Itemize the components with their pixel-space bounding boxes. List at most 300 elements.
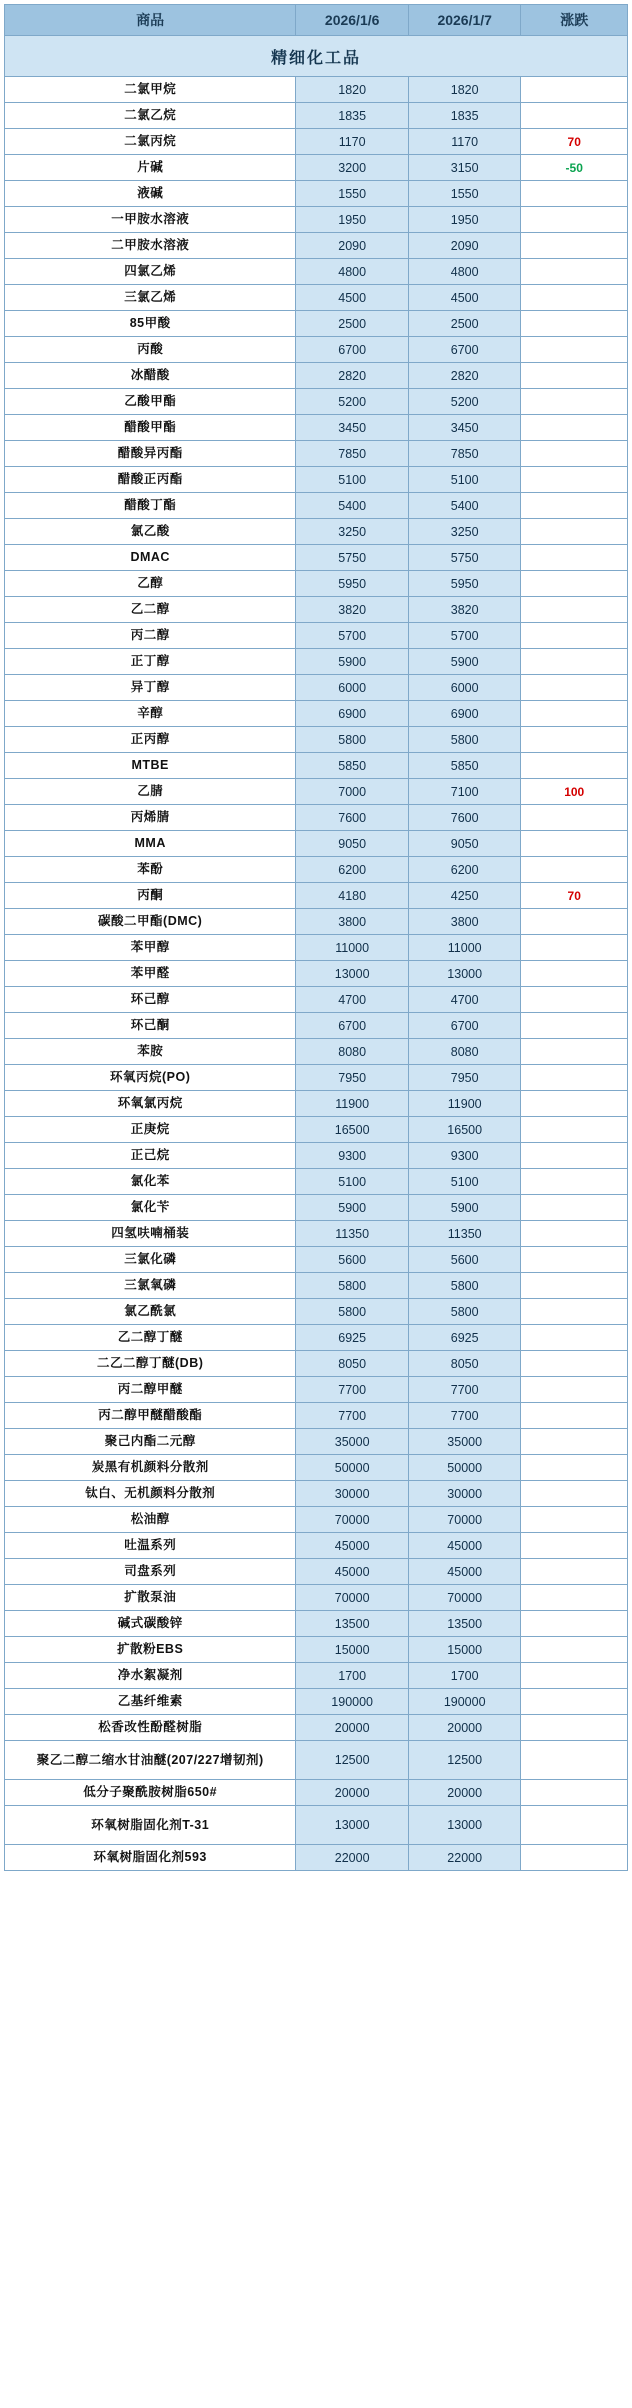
product-name-cell: 二氯乙烷: [5, 103, 296, 129]
change-cell: [521, 1689, 628, 1715]
table-row: [5, 1845, 628, 1871]
product-name-cell: 乙基纤维素: [5, 1689, 296, 1715]
table-row: [5, 415, 628, 441]
price-cell-date-1: 2090: [296, 233, 409, 259]
price-cell-date-1: 45000: [296, 1533, 409, 1559]
product-name-cell: 苯甲醛: [5, 961, 296, 987]
change-cell: [521, 77, 628, 103]
product-name-cell: 辛醇: [5, 701, 296, 727]
price-cell-date-2: 1835: [408, 103, 521, 129]
product-name-cell: 丙酸: [5, 337, 296, 363]
product-name-cell: 环己醇: [5, 987, 296, 1013]
price-cell-date-1: 6700: [296, 337, 409, 363]
price-cell-date-2: 5800: [408, 1299, 521, 1325]
product-name-cell: 85甲酸: [5, 311, 296, 337]
price-cell-date-1: 13000: [296, 1806, 409, 1845]
product-name-cell: 氯乙酸: [5, 519, 296, 545]
product-name-cell: 碳酸二甲酯(DMC): [5, 909, 296, 935]
table-row: [5, 1351, 628, 1377]
change-cell: [521, 1845, 628, 1871]
change-cell: [521, 259, 628, 285]
product-name-cell: 苯酚: [5, 857, 296, 883]
table-row: [5, 675, 628, 701]
price-cell-date-1: 70000: [296, 1585, 409, 1611]
price-cell-date-1: 7700: [296, 1403, 409, 1429]
table-row: [5, 649, 628, 675]
product-name-cell: 二氯甲烷: [5, 77, 296, 103]
product-name-cell: 吐温系列: [5, 1533, 296, 1559]
price-cell-date-2: 13000: [408, 961, 521, 987]
product-name-cell: 苯甲醇: [5, 935, 296, 961]
product-name-cell: 乙二醇: [5, 597, 296, 623]
table-row: [5, 1143, 628, 1169]
table-row: [5, 441, 628, 467]
table-row: [5, 311, 628, 337]
price-cell-date-2: 16500: [408, 1117, 521, 1143]
price-cell-date-1: 15000: [296, 1637, 409, 1663]
price-cell-date-2: 3800: [408, 909, 521, 935]
table-row: [5, 597, 628, 623]
product-name-cell: MMA: [5, 831, 296, 857]
table-row: [5, 1715, 628, 1741]
price-cell-date-2: 5200: [408, 389, 521, 415]
price-cell-date-1: 5100: [296, 1169, 409, 1195]
table-row: [5, 1533, 628, 1559]
product-name-cell: 正己烷: [5, 1143, 296, 1169]
product-name-cell: 丙二醇甲醚: [5, 1377, 296, 1403]
change-cell: 70: [521, 883, 628, 909]
price-cell-date-2: 50000: [408, 1455, 521, 1481]
price-cell-date-1: 45000: [296, 1559, 409, 1585]
change-cell: [521, 1299, 628, 1325]
price-cell-date-1: 2820: [296, 363, 409, 389]
price-cell-date-1: 7950: [296, 1065, 409, 1091]
change-cell: [521, 363, 628, 389]
product-name-cell: 环氧树脂固化剂T-31: [5, 1806, 296, 1845]
price-cell-date-1: 20000: [296, 1715, 409, 1741]
change-cell: [521, 493, 628, 519]
price-cell-date-2: 1950: [408, 207, 521, 233]
table-row: [5, 1273, 628, 1299]
change-cell: [521, 1195, 628, 1221]
price-cell-date-1: 5700: [296, 623, 409, 649]
price-cell-date-2: 7950: [408, 1065, 521, 1091]
price-cell-date-2: 4800: [408, 259, 521, 285]
header-date-1: 2026/1/6: [296, 5, 409, 36]
section-header-row: [5, 36, 628, 77]
price-cell-date-2: 3150: [408, 155, 521, 181]
product-name-cell: 正丙醇: [5, 727, 296, 753]
price-cell-date-1: 20000: [296, 1780, 409, 1806]
change-cell: [521, 831, 628, 857]
table-row: [5, 831, 628, 857]
price-cell-date-2: 30000: [408, 1481, 521, 1507]
table-row: [5, 987, 628, 1013]
change-cell: [521, 1221, 628, 1247]
price-cell-date-2: 2500: [408, 311, 521, 337]
price-cell-date-2: 5900: [408, 1195, 521, 1221]
price-cell-date-2: 6000: [408, 675, 521, 701]
table-row: [5, 1663, 628, 1689]
price-cell-date-2: 13500: [408, 1611, 521, 1637]
price-cell-date-2: 13000: [408, 1806, 521, 1845]
change-cell: [521, 1403, 628, 1429]
change-cell: 100: [521, 779, 628, 805]
change-cell: [521, 233, 628, 259]
product-name-cell: 苯胺: [5, 1039, 296, 1065]
product-name-cell: 低分子聚酰胺树脂650#: [5, 1780, 296, 1806]
table-row: [5, 701, 628, 727]
change-cell: [521, 545, 628, 571]
table-row: [5, 1689, 628, 1715]
product-name-cell: 四氯乙烯: [5, 259, 296, 285]
change-cell: [521, 1481, 628, 1507]
change-cell: [521, 1117, 628, 1143]
price-cell-date-2: 7850: [408, 441, 521, 467]
change-cell: [521, 1559, 628, 1585]
price-cell-date-1: 22000: [296, 1845, 409, 1871]
price-cell-date-1: 5200: [296, 389, 409, 415]
price-cell-date-1: 5950: [296, 571, 409, 597]
product-name-cell: 醋酸正丙酯: [5, 467, 296, 493]
change-cell: [521, 1247, 628, 1273]
price-cell-date-2: 6700: [408, 337, 521, 363]
price-cell-date-1: 6900: [296, 701, 409, 727]
price-cell-date-2: 5800: [408, 727, 521, 753]
product-name-cell: 扩散泵油: [5, 1585, 296, 1611]
change-cell: [521, 1065, 628, 1091]
change-cell: [521, 1741, 628, 1780]
change-cell: [521, 1780, 628, 1806]
price-cell-date-1: 8050: [296, 1351, 409, 1377]
price-cell-date-2: 6700: [408, 1013, 521, 1039]
table-row: [5, 337, 628, 363]
price-cell-date-1: 5750: [296, 545, 409, 571]
change-cell: [521, 1039, 628, 1065]
product-name-cell: DMAC: [5, 545, 296, 571]
change-cell: [521, 1637, 628, 1663]
change-cell: [521, 207, 628, 233]
table-row: [5, 207, 628, 233]
change-cell: [521, 961, 628, 987]
table-row: [5, 1299, 628, 1325]
change-cell: [521, 1013, 628, 1039]
table-row: [5, 805, 628, 831]
price-cell-date-1: 4500: [296, 285, 409, 311]
price-cell-date-2: 5800: [408, 1273, 521, 1299]
price-cell-date-2: 3820: [408, 597, 521, 623]
price-cell-date-1: 5100: [296, 467, 409, 493]
header-change: 涨跌: [521, 5, 628, 36]
product-name-cell: 醋酸甲酯: [5, 415, 296, 441]
table-row: [5, 883, 628, 909]
price-cell-date-2: 6900: [408, 701, 521, 727]
price-cell-date-1: 3200: [296, 155, 409, 181]
table-row: [5, 233, 628, 259]
price-cell-date-1: 9050: [296, 831, 409, 857]
table-row: [5, 155, 628, 181]
product-name-cell: 丙烯腈: [5, 805, 296, 831]
product-name-cell: 炭黑有机颜料分散剂: [5, 1455, 296, 1481]
table-row: [5, 129, 628, 155]
product-name-cell: 乙二醇丁醚: [5, 1325, 296, 1351]
table-row: [5, 285, 628, 311]
table-row: [5, 1585, 628, 1611]
product-name-cell: 氯乙酰氯: [5, 1299, 296, 1325]
product-name-cell: 聚己内酯二元醇: [5, 1429, 296, 1455]
table-row: [5, 363, 628, 389]
product-name-cell: 扩散粉EBS: [5, 1637, 296, 1663]
change-cell: [521, 1585, 628, 1611]
table-row: [5, 571, 628, 597]
product-name-cell: 三氯化磷: [5, 1247, 296, 1273]
change-cell: [521, 467, 628, 493]
table-row: [5, 1429, 628, 1455]
price-cell-date-1: 3450: [296, 415, 409, 441]
change-cell: [521, 1377, 628, 1403]
price-cell-date-2: 5900: [408, 649, 521, 675]
change-cell: [521, 103, 628, 129]
change-cell: [521, 1273, 628, 1299]
price-cell-date-1: 50000: [296, 1455, 409, 1481]
price-cell-date-2: 3250: [408, 519, 521, 545]
price-cell-date-2: 7600: [408, 805, 521, 831]
price-cell-date-1: 7700: [296, 1377, 409, 1403]
price-cell-date-1: 11350: [296, 1221, 409, 1247]
price-cell-date-1: 3820: [296, 597, 409, 623]
change-cell: [521, 1143, 628, 1169]
price-cell-date-2: 45000: [408, 1559, 521, 1585]
table-row: [5, 1195, 628, 1221]
product-name-cell: 二乙二醇丁醚(DB): [5, 1351, 296, 1377]
price-cell-date-1: 6000: [296, 675, 409, 701]
change-cell: [521, 311, 628, 337]
table-row: [5, 779, 628, 805]
product-name-cell: 液碱: [5, 181, 296, 207]
price-cell-date-2: 5100: [408, 1169, 521, 1195]
price-cell-date-1: 13500: [296, 1611, 409, 1637]
product-name-cell: 碱式碳酸锌: [5, 1611, 296, 1637]
product-name-cell: 氯化苯: [5, 1169, 296, 1195]
table-row: [5, 545, 628, 571]
price-cell-date-1: 1550: [296, 181, 409, 207]
product-name-cell: 松油醇: [5, 1507, 296, 1533]
change-cell: [521, 909, 628, 935]
table-row: [5, 493, 628, 519]
table-row: [5, 1741, 628, 1780]
price-cell-date-2: 1550: [408, 181, 521, 207]
price-cell-date-2: 20000: [408, 1715, 521, 1741]
price-cell-date-1: 6925: [296, 1325, 409, 1351]
product-name-cell: 乙醇: [5, 571, 296, 597]
price-cell-date-1: 7600: [296, 805, 409, 831]
product-name-cell: 三氯氧磷: [5, 1273, 296, 1299]
header-date-2: 2026/1/7: [408, 5, 521, 36]
price-cell-date-2: 7700: [408, 1403, 521, 1429]
table-row: [5, 1117, 628, 1143]
price-cell-date-2: 190000: [408, 1689, 521, 1715]
price-cell-date-2: 5700: [408, 623, 521, 649]
price-cell-date-2: 7700: [408, 1377, 521, 1403]
table-row: [5, 1806, 628, 1845]
price-cell-date-1: 190000: [296, 1689, 409, 1715]
product-name-cell: 丙二醇甲醚醋酸酯: [5, 1403, 296, 1429]
change-cell: [521, 935, 628, 961]
change-cell: [521, 857, 628, 883]
price-cell-date-2: 6200: [408, 857, 521, 883]
table-row: [5, 1247, 628, 1273]
price-cell-date-2: 22000: [408, 1845, 521, 1871]
product-name-cell: 氯化苄: [5, 1195, 296, 1221]
change-cell: [521, 1663, 628, 1689]
price-cell-date-1: 3800: [296, 909, 409, 935]
price-cell-date-2: 9050: [408, 831, 521, 857]
change-cell: 70: [521, 129, 628, 155]
price-cell-date-2: 5400: [408, 493, 521, 519]
table-body: [5, 36, 628, 1871]
price-cell-date-2: 7100: [408, 779, 521, 805]
price-cell-date-1: 12500: [296, 1741, 409, 1780]
product-name-cell: 环氧氯丙烷: [5, 1091, 296, 1117]
price-cell-date-1: 4700: [296, 987, 409, 1013]
price-cell-date-1: 9300: [296, 1143, 409, 1169]
price-cell-date-1: 4180: [296, 883, 409, 909]
table-row: [5, 1091, 628, 1117]
product-name-cell: MTBE: [5, 753, 296, 779]
table-row: [5, 103, 628, 129]
change-cell: [521, 727, 628, 753]
price-cell-date-2: 70000: [408, 1585, 521, 1611]
change-cell: -50: [521, 155, 628, 181]
price-cell-date-2: 8080: [408, 1039, 521, 1065]
change-cell: [521, 337, 628, 363]
price-cell-date-2: 5950: [408, 571, 521, 597]
table-row: [5, 909, 628, 935]
product-name-cell: 钛白、无机颜料分散剂: [5, 1481, 296, 1507]
price-cell-date-1: 8080: [296, 1039, 409, 1065]
change-cell: [521, 285, 628, 311]
price-cell-date-1: 11000: [296, 935, 409, 961]
change-cell: [521, 571, 628, 597]
price-cell-date-2: 1700: [408, 1663, 521, 1689]
price-cell-date-1: 5800: [296, 1299, 409, 1325]
change-cell: [521, 623, 628, 649]
table-row: [5, 1325, 628, 1351]
price-cell-date-1: 1700: [296, 1663, 409, 1689]
price-cell-date-1: 2500: [296, 311, 409, 337]
price-cell-date-2: 1170: [408, 129, 521, 155]
change-cell: [521, 415, 628, 441]
table-row: [5, 1455, 628, 1481]
price-cell-date-1: 1170: [296, 129, 409, 155]
product-name-cell: 乙酸甲酯: [5, 389, 296, 415]
price-cell-date-1: 5400: [296, 493, 409, 519]
price-cell-date-1: 5800: [296, 1273, 409, 1299]
price-cell-date-2: 5850: [408, 753, 521, 779]
product-name-cell: 四氢呋喃桶装: [5, 1221, 296, 1247]
table-row: [5, 1611, 628, 1637]
price-cell-date-1: 1820: [296, 77, 409, 103]
table-header-row: [5, 5, 628, 36]
chemical-price-table: [4, 4, 628, 1871]
price-cell-date-2: 11350: [408, 1221, 521, 1247]
change-cell: [521, 1611, 628, 1637]
table-row: [5, 857, 628, 883]
table-row: [5, 623, 628, 649]
price-cell-date-2: 15000: [408, 1637, 521, 1663]
table-row: [5, 1637, 628, 1663]
price-cell-date-1: 3250: [296, 519, 409, 545]
price-cell-date-2: 5600: [408, 1247, 521, 1273]
product-name-cell: 丙酮: [5, 883, 296, 909]
price-cell-date-2: 8050: [408, 1351, 521, 1377]
price-cell-date-1: 5900: [296, 1195, 409, 1221]
price-cell-date-1: 30000: [296, 1481, 409, 1507]
table-row: [5, 753, 628, 779]
change-cell: [521, 1429, 628, 1455]
change-cell: [521, 1455, 628, 1481]
price-cell-date-1: 16500: [296, 1117, 409, 1143]
table-row: [5, 1403, 628, 1429]
product-name-cell: 冰醋酸: [5, 363, 296, 389]
change-cell: [521, 987, 628, 1013]
price-cell-date-2: 5100: [408, 467, 521, 493]
change-cell: [521, 441, 628, 467]
product-name-cell: 二氯丙烷: [5, 129, 296, 155]
product-name-cell: 异丁醇: [5, 675, 296, 701]
product-name-cell: 三氯乙烯: [5, 285, 296, 311]
price-cell-date-1: 4800: [296, 259, 409, 285]
price-cell-date-1: 7000: [296, 779, 409, 805]
price-cell-date-2: 11000: [408, 935, 521, 961]
price-cell-date-1: 7850: [296, 441, 409, 467]
price-cell-date-2: 45000: [408, 1533, 521, 1559]
product-name-cell: 正庚烷: [5, 1117, 296, 1143]
table-row: [5, 727, 628, 753]
change-cell: [521, 389, 628, 415]
price-cell-date-2: 3450: [408, 415, 521, 441]
table-row: [5, 1169, 628, 1195]
product-name-cell: 松香改性酚醛树脂: [5, 1715, 296, 1741]
price-cell-date-2: 5750: [408, 545, 521, 571]
price-cell-date-2: 12500: [408, 1741, 521, 1780]
product-name-cell: 片碱: [5, 155, 296, 181]
product-name-cell: 正丁醇: [5, 649, 296, 675]
product-name-cell: 聚乙二醇二缩水甘油醚(207/227增韧剂): [5, 1741, 296, 1780]
change-cell: [521, 1533, 628, 1559]
change-cell: [521, 1325, 628, 1351]
price-cell-date-2: 6925: [408, 1325, 521, 1351]
product-name-cell: 环氧树脂固化剂593: [5, 1845, 296, 1871]
price-cell-date-2: 9300: [408, 1143, 521, 1169]
price-cell-date-1: 1950: [296, 207, 409, 233]
table-row: [5, 1039, 628, 1065]
table-row: [5, 259, 628, 285]
table-row: [5, 519, 628, 545]
price-cell-date-2: 70000: [408, 1507, 521, 1533]
product-name-cell: 二甲胺水溶液: [5, 233, 296, 259]
table-row: [5, 77, 628, 103]
price-cell-date-1: 1835: [296, 103, 409, 129]
change-cell: [521, 701, 628, 727]
section-title: 精细化工品: [5, 36, 628, 77]
table-row: [5, 467, 628, 493]
change-cell: [521, 753, 628, 779]
table-row: [5, 1013, 628, 1039]
price-cell-date-1: 70000: [296, 1507, 409, 1533]
change-cell: [521, 1169, 628, 1195]
change-cell: [521, 597, 628, 623]
